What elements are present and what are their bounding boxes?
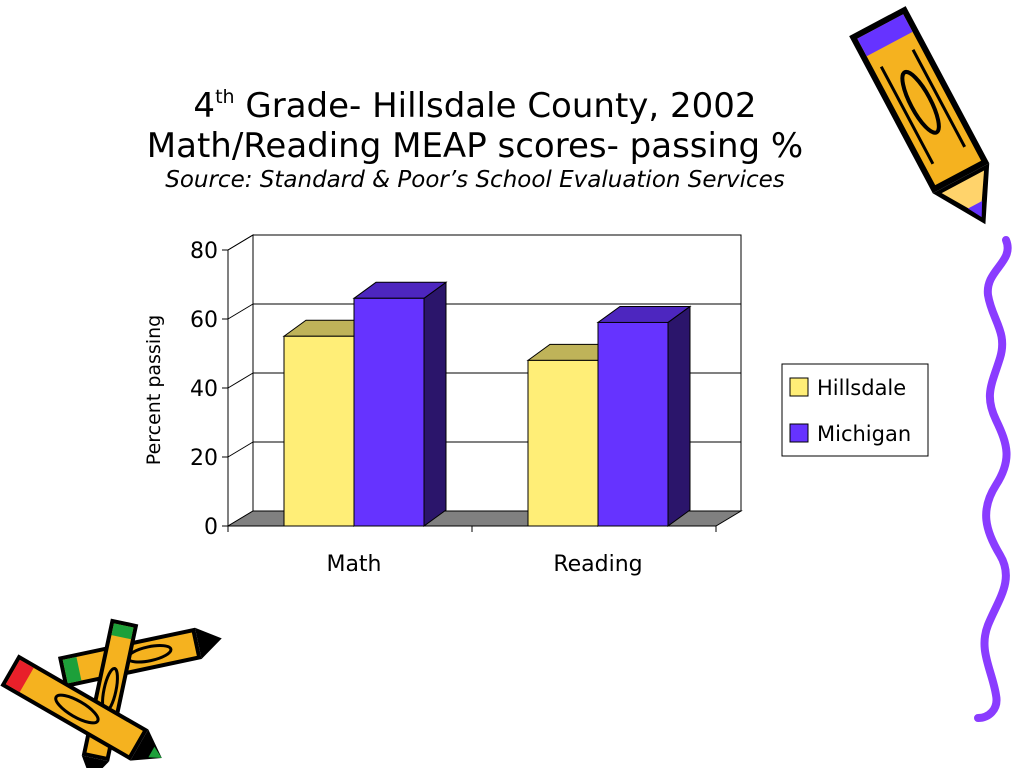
title-ordinal-suffix: th [215, 86, 235, 108]
x-tick-label: Math [326, 552, 382, 577]
title-line-2: Math/Reading MEAP scores- passing % [146, 126, 804, 166]
x-tick-label: Reading [553, 552, 643, 577]
y-tick-label: 0 [204, 515, 218, 540]
y-tick-label: 40 [190, 377, 218, 402]
y-axis-title: Percent passing [143, 314, 165, 466]
y-tick-label: 20 [190, 446, 218, 471]
y-tick-label: 80 [190, 239, 218, 264]
legend-label: Michigan [817, 422, 912, 446]
title-grade-number: 4 [193, 86, 216, 126]
title-grade-text: Grade- Hillsdale County, 2002 [234, 86, 757, 126]
legend-label: Hillsdale [817, 376, 907, 400]
y-tick-label: 60 [190, 308, 218, 333]
source-caption: Source: Standard & Poor’s School Evaluation Services [165, 167, 785, 193]
